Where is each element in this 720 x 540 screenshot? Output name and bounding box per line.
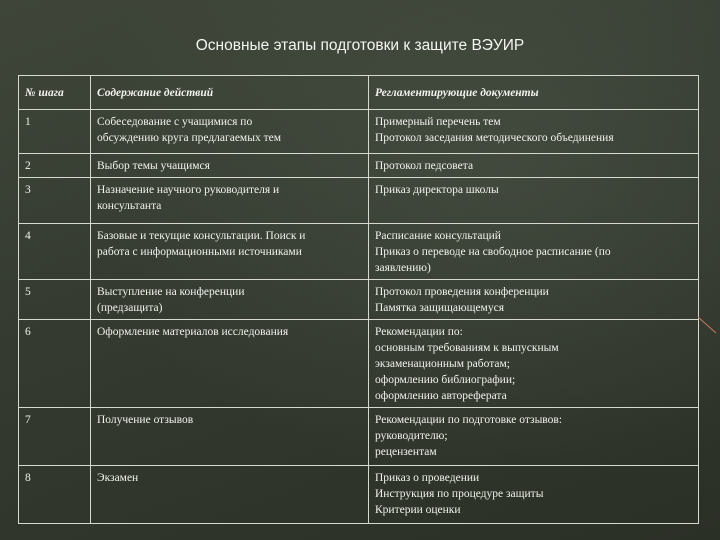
step-number-cell: 4 bbox=[19, 224, 91, 280]
table-row bbox=[19, 408, 699, 466]
action-text-line: обсуждению круга предлагаемых тем bbox=[97, 132, 281, 144]
document-text-line: Рекомендации по: bbox=[375, 326, 463, 338]
step-number-cell: 2 bbox=[19, 154, 91, 178]
table-body bbox=[19, 110, 699, 524]
document-text-line: Примерный перечень тем bbox=[375, 116, 501, 128]
action-cell bbox=[91, 466, 369, 524]
documents-cell bbox=[369, 320, 699, 408]
step-number-cell: 1 bbox=[19, 110, 91, 154]
header-documents: Регламентирующие документы bbox=[369, 76, 699, 110]
document-text-line: оформлению библиографии; bbox=[375, 374, 516, 386]
document-text-line: Инструкция по процедуре защиты bbox=[375, 488, 544, 500]
action-text-line: Собеседование с учащимися по bbox=[97, 116, 253, 128]
document-text-line: Протокол проведения конференции bbox=[375, 286, 549, 298]
action-cell bbox=[91, 110, 369, 154]
action-text-line: консультанта bbox=[97, 200, 162, 212]
step-number-cell: 5 bbox=[19, 280, 91, 320]
documents-cell bbox=[369, 466, 699, 524]
documents-cell bbox=[369, 110, 699, 154]
document-text-line: Приказ директора школы bbox=[375, 184, 499, 196]
header-step-number: № шага bbox=[19, 76, 91, 110]
action-text-line: Выбор темы учащимся bbox=[97, 160, 210, 172]
step-number-cell: 6 bbox=[19, 320, 91, 408]
action-text-line: Получение отзывов bbox=[97, 414, 194, 426]
document-text-line: Расписание консультаций bbox=[375, 230, 501, 242]
documents-cell bbox=[369, 408, 699, 466]
documents-cell bbox=[369, 280, 699, 320]
document-text-line: заявлению) bbox=[375, 262, 431, 274]
document-text-line: Протокол педсовета bbox=[375, 160, 474, 172]
documents-cell bbox=[369, 224, 699, 280]
action-cell bbox=[91, 280, 369, 320]
document-text-line: Приказ о проведении bbox=[375, 472, 480, 484]
action-cell bbox=[91, 320, 369, 408]
action-text-line: Базовые и текущие консультации. Поиск и bbox=[97, 230, 306, 242]
document-text-line: оформлению автореферата bbox=[375, 390, 507, 402]
header-actions: Содержание действий bbox=[91, 76, 369, 110]
document-text-line: руководителю; bbox=[375, 430, 448, 442]
action-text-line: Выступление на конференции bbox=[97, 286, 245, 298]
documents-cell bbox=[369, 154, 699, 178]
table-row bbox=[19, 154, 699, 178]
table-row bbox=[19, 110, 699, 154]
action-cell bbox=[91, 408, 369, 466]
document-text-line: Протокол заседания методического объединения bbox=[375, 132, 614, 144]
document-text-line: Рекомендации по подготовке отзывов: bbox=[375, 414, 563, 426]
documents-cell bbox=[369, 178, 699, 224]
document-text-line: Критерии оценки bbox=[375, 504, 461, 516]
action-cell bbox=[91, 154, 369, 178]
action-cell bbox=[91, 224, 369, 280]
step-number-cell: 8 bbox=[19, 466, 91, 524]
stages-table bbox=[18, 75, 699, 524]
decorative-line bbox=[696, 315, 718, 337]
action-text-line: Оформление материалов исследования bbox=[97, 326, 289, 338]
slide-title: Основные этапы подготовки к защите ВЭУИР bbox=[195, 37, 525, 54]
document-text-line: Приказ о переводе на свободное расписание (по bbox=[375, 246, 611, 258]
action-text-line: работа с информационными источниками bbox=[97, 246, 302, 258]
step-number-cell: 3 bbox=[19, 178, 91, 224]
step-number-cell: 7 bbox=[19, 408, 91, 466]
table-row bbox=[19, 320, 699, 408]
table-header-row bbox=[19, 76, 699, 110]
action-text-line: Экзамен bbox=[97, 472, 139, 484]
document-text-line: рецензентам bbox=[375, 446, 437, 458]
document-text-line: Памятка защищающемуся bbox=[375, 302, 504, 314]
table-row bbox=[19, 280, 699, 320]
table-row bbox=[19, 224, 699, 280]
action-cell bbox=[91, 178, 369, 224]
table-row bbox=[19, 178, 699, 224]
document-text-line: основным требованиям к выпускным bbox=[375, 342, 559, 354]
document-text-line: экзаменационным работам; bbox=[375, 358, 510, 370]
table-row bbox=[19, 466, 699, 524]
action-text-line: Назначение научного руководителя и bbox=[97, 184, 280, 196]
action-text-line: (предзащита) bbox=[97, 302, 163, 314]
